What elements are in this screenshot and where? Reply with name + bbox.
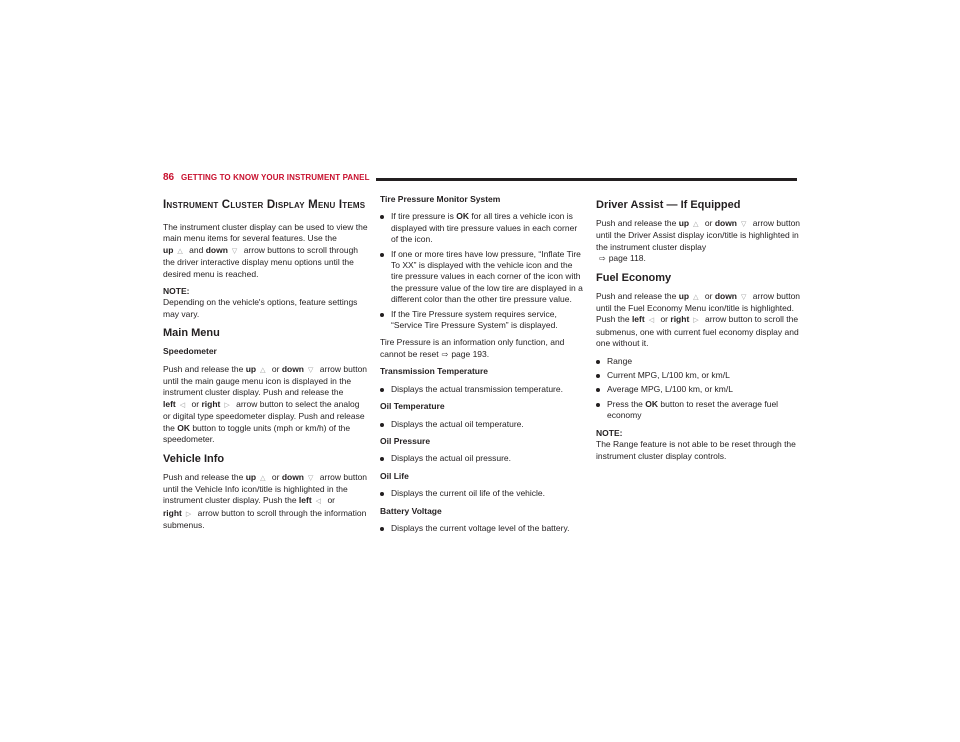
left-arrow-icon: ◁	[179, 401, 186, 409]
page-link[interactable]: page 193.	[451, 348, 490, 359]
up-arrow-icon: △	[693, 293, 699, 301]
right-arrow-icon: ▷	[693, 317, 699, 325]
heading-vehicle-info: Vehicle Info	[163, 452, 225, 465]
note-text: Depending on the vehicle's options, feature settings may vary.	[163, 297, 358, 319]
column-left	[163, 194, 368, 538]
column-middle	[380, 194, 585, 540]
down-arrow-icon: ▽	[741, 221, 747, 228]
page-header	[163, 172, 797, 186]
fuel-economy-paragraph: Push and release the up △ or down ▽ arrow button until the Fuel Economy Menu icon/title is highlighted. Push the left ◁ or right ▷ arrow button to scroll the submenus, one with current fuel economy display and one without it.	[596, 290, 801, 349]
list-item: If the Tire Pressure system requires service, “Service Tire Pressure System” is displayed.	[380, 309, 585, 332]
running-title: GETTING TO KNOW YOUR INSTRUMENT PANEL	[181, 173, 370, 182]
intro-paragraph: The instrument cluster display can be used to view the main menu items for several features. Use the up △ and down ▽ arrow buttons to scroll through the driver interactive display menu options until the desired menu is reached.	[163, 222, 368, 279]
bullet-icon	[380, 492, 384, 496]
bullet-icon	[380, 457, 384, 461]
list-item: Range	[596, 356, 801, 367]
tpms-list	[380, 211, 585, 331]
up-arrow-icon: △	[693, 221, 699, 228]
list-item: Press the OK button to reset the average fuel economy	[596, 399, 801, 422]
right-arrow-icon: ▷	[224, 401, 230, 409]
list-item: Displays the actual oil pressure.	[380, 453, 585, 464]
note-text: The Range feature is not able to be reset through the instrument cluster display controls.	[596, 439, 796, 461]
speedometer-paragraph: Push and release the up △ or down ▽ arrow button until the main gauge menu icon is displayed in the instrument cluster display. Push and release the left ◁ or right ▷ arrow button to select the analog or digital type speedometer display. Push and release the OK button to toggle units (mph or km/h) of the speedometer.	[163, 363, 368, 445]
subheading-oil-life: Oil Life	[380, 470, 409, 481]
up-arrow-icon: △	[177, 247, 183, 255]
bullet-icon	[380, 253, 384, 257]
bullet-icon	[380, 527, 384, 531]
list-item: Displays the current voltage level of the battery.	[380, 523, 585, 534]
header-rule	[376, 178, 797, 181]
left-arrow-icon: ◁	[648, 317, 655, 325]
list-item: If tire pressure is OK for all tires a vehicle icon is displayed with tire pressure values in each corner of the icon.	[380, 211, 585, 245]
section-heading-instrument-cluster: Instrument Cluster Display Menu Items	[163, 199, 366, 211]
heading-main-menu: Main Menu	[163, 327, 220, 340]
fuel-economy-list	[596, 356, 801, 422]
subheading-battery-voltage: Battery Voltage	[380, 505, 442, 516]
column-right	[596, 194, 801, 468]
page-ref-icon: ⇨	[441, 349, 449, 359]
page-link[interactable]: page 118.	[608, 253, 646, 264]
heading-fuel-economy: Fuel Economy	[596, 271, 672, 284]
bullet-icon	[380, 215, 384, 219]
list-item: Average MPG, L/100 km, or km/L	[596, 384, 801, 395]
subheading-speedometer: Speedometer	[163, 346, 217, 357]
note-label: NOTE:	[596, 427, 623, 438]
down-arrow-icon: ▽	[231, 247, 238, 255]
bullet-icon	[596, 403, 600, 407]
bullet-icon	[380, 313, 384, 317]
tpms-paragraph: Tire Pressure is an information only function, and cannot be reset ⇨ page 193.	[380, 337, 565, 359]
bullet-icon	[596, 360, 600, 364]
list-item: Displays the current oil life of the vehicle.	[380, 488, 585, 499]
list-item: Current MPG, L/100 km, or km/L	[596, 370, 801, 381]
note-label: NOTE:	[163, 286, 190, 297]
driver-assist-paragraph: Push and release the up △ or down ▽ arrow button until the Driver Assist display icon/title is highlighted in the instrument cluster display ⇨ page 118.	[596, 218, 801, 264]
left-arrow-icon: ◁	[315, 498, 322, 506]
up-arrow-icon: △	[260, 474, 266, 482]
page-ref-icon: ⇨	[599, 254, 606, 264]
down-arrow-icon: ▽	[308, 366, 314, 374]
list-item: Displays the actual transmission temperature.	[380, 384, 585, 395]
bullet-icon	[380, 388, 384, 392]
vehicle-info-paragraph: Push and release the up △ or down ▽ arrow button until the Vehicle Info icon/title is highlighted in the instrument cluster display. Push the left ◁ or right ▷ arrow button to scroll through the information submenus.	[163, 471, 368, 531]
down-arrow-icon: ▽	[308, 474, 314, 482]
page-number: 86	[163, 172, 175, 183]
subheading-oil-temperature: Oil Temperature	[380, 401, 445, 412]
subheading-oil-pressure: Oil Pressure	[380, 435, 431, 446]
heading-driver-assist: Driver Assist — If Equipped	[596, 199, 741, 211]
bullet-icon	[596, 374, 600, 378]
list-item: Displays the actual oil temperature.	[380, 419, 585, 430]
subheading-transmission-temperature: Transmission Temperature	[380, 366, 489, 377]
bullet-icon	[596, 388, 600, 392]
right-arrow-icon: ▷	[185, 510, 192, 518]
down-arrow-icon: ▽	[741, 293, 747, 301]
up-arrow-icon: △	[260, 366, 266, 374]
list-item: If one or more tires have low pressure, “Inflate Tire To XX” is displayed with the vehicle icon and the tire pressure values in each corner of the icon with the pressure value of the low tire are displayed in a different color than the other tire pressure value.	[380, 249, 585, 306]
subheading-tpms: Tire Pressure Monitor System	[380, 194, 501, 204]
bullet-icon	[380, 423, 384, 427]
